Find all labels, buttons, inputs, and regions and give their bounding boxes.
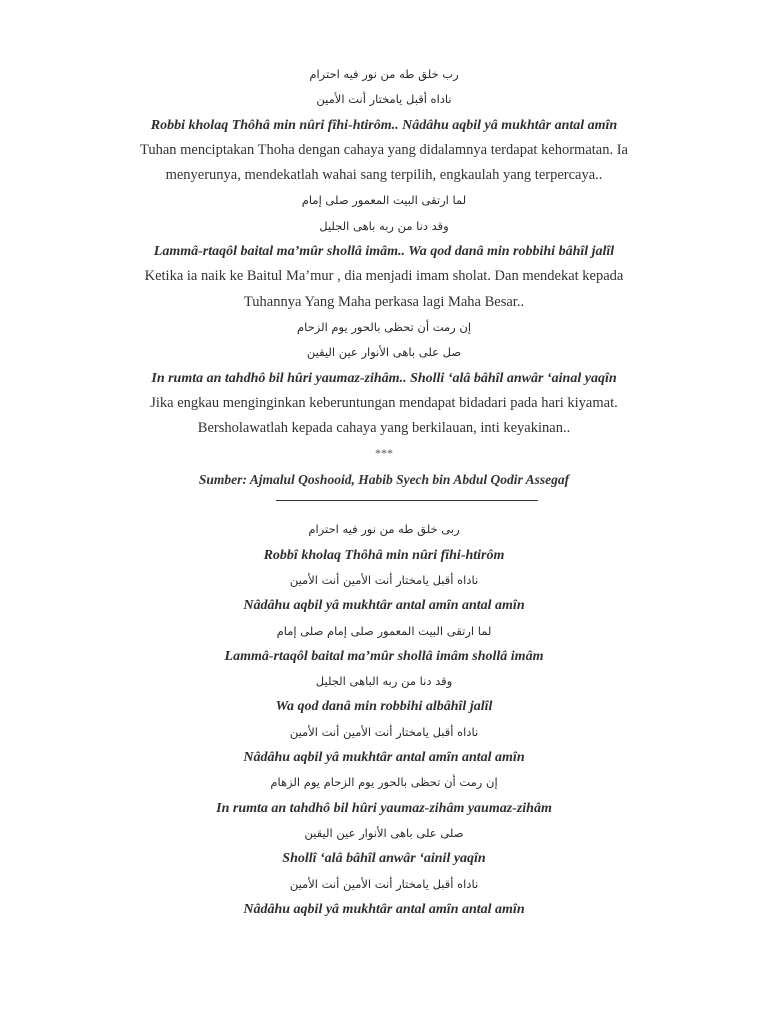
arabic-line: إن رمت أن تحظى بالحور يوم الزحام يوم الزهام [270, 775, 498, 790]
transliteration-line: Wa qod danâ min robbihi albâhîl jalîl [275, 699, 493, 715]
arabic-line: صلى على باهى الأنوار عين اليقين [304, 825, 464, 840]
arabic-line: ناداه أقبل يامختار أنت الأمين [316, 92, 452, 107]
arabic-line: ناداه أقبل يامختار أنت الأمين أنت الأمين [289, 572, 479, 587]
transliteration-line: Nâdâhu aqbil yâ mukhtâr antal amîn antal amîn [243, 901, 525, 917]
translation-line: Ketika ia naik ke Baitul Ma’mur , dia menjadi imam sholat. Dan mendekat kepada [144, 268, 624, 285]
arabic-line: وقد دنا من ربه باهى الجليل [319, 218, 449, 233]
translation-line: Bersholawatlah kepada cahaya yang berkilauan, inti keyakinan.. [197, 420, 571, 437]
arabic-line: لما ارتقى البيت المعمور صلى إمام صلى إمام [276, 623, 492, 638]
arabic-line: رب خلق طه من نور فيه احترام [309, 67, 459, 81]
arabic-line: إن رمت أن تحظى بالحور يوم الزحام [296, 319, 472, 334]
transliteration-line: Robbi kholaq Thôhâ min nûri fîhi-htirôm.. Nâdâhu aqbil yâ mukhtâr antal amîn [150, 117, 618, 133]
arabic-line: ربى خلق طه من نور فيه احترام [308, 522, 460, 537]
transliteration-line: In rumta an tahdhô bil hûri yaumaz-zihâm yaumaz-zihâm [216, 800, 552, 816]
section-separator: *** [375, 446, 393, 461]
transliteration-line: Shollî ‘alâ bâhîl anwâr ‘ainil yaqîn [282, 851, 486, 867]
translation-line: Tuhan menciptakan Thoha dengan cahaya yang didalamnya terdapat kehormatan. Ia [140, 141, 628, 158]
transliteration-line: Lammâ-rtaqôl baital ma’mûr shollâ imâm.. Wa qod danâ min robbihi bâhîl jalîl [153, 244, 615, 260]
transliteration-line: In rumta an tahdhô bil hûri yaumaz-zihâm.. Sholli ‘alâ bâhîl anwâr ‘ainal yaqîn [151, 370, 617, 386]
translation-line: Jika engkau menginginkan keberuntungan mendapat bidadari pada hari kiyamat. [150, 394, 618, 411]
arabic-line: ناداه أقبل يامختار أنت الأمين أنت الأمين [289, 876, 479, 891]
transliteration-line: Robbî kholaq Thôhâ min nûri fîhi-htirôm [263, 547, 505, 563]
translation-line: menyerunya, mendekatlah wahai sang terpilih, engkaulah yang terpercaya.. [165, 167, 603, 184]
arabic-line: لما ارتقى البيت المعمور صلى إمام [301, 193, 467, 208]
horizontal-rule [0, 492, 768, 517]
transliteration-line: Nâdâhu aqbil yâ mukhtâr antal amîn antal amîn [243, 750, 525, 766]
arabic-line: وقد دنا من ربه الباهى الجليل [315, 674, 453, 689]
arabic-line: صل على باهى الأنوار عين اليقين [306, 345, 462, 360]
translation-line: Tuhannya Yang Maha perkasa lagi Maha Besar.. [243, 293, 525, 310]
transliteration-line: Nâdâhu aqbil yâ mukhtâr antal amîn antal amîn [243, 598, 525, 614]
transliteration-line: Lammâ-rtaqôl baital ma’mûr shollâ imâm shollâ imâm [224, 648, 544, 664]
source-citation: Sumber: Ajmalul Qoshooid, Habib Syech bin Abdul Qodir Assegaf [198, 471, 570, 487]
arabic-line: ناداه أقبل يامختار أنت الأمين أنت الأمين [289, 724, 479, 739]
document-page [0, 62, 768, 922]
